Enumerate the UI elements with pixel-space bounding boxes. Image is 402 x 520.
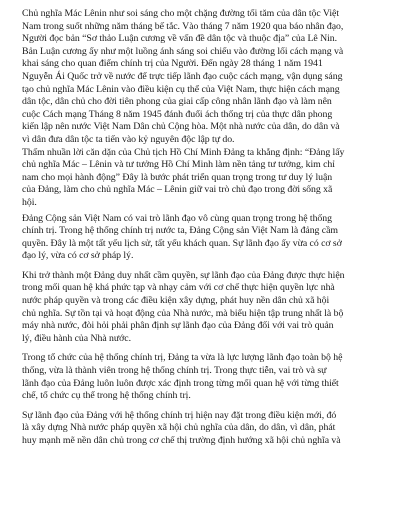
text-line: Chủ nghĩa Mác Lênin như soi sáng cho một chặng đường tối tăm của dân tộc Việt — [22, 8, 339, 19]
text-line: dân tộc, dân chủ cho đời tiên phong của giai cấp công nhân lãnh đạo và làm nên — [22, 96, 332, 108]
text-line: huy mạnh mẽ nền dân chủ trong cơ chế thị trường định hướng xã hội chủ nghĩa và — [22, 435, 341, 446]
text-line: Trong tổ chức của hệ thống chính trị, Đảng ta vừa là lực lượng lãnh đạo toàn bộ hệ — [22, 352, 343, 364]
text-line: là xây dựng Nhà nước pháp quyền xã hội chủ nghĩa của dân, do dân, vì dân, phát — [22, 422, 336, 434]
text-line: chính trị. Trong hệ thống chính trị nước ta, Đảng Cộng sản Việt Nam là đảng cầm — [22, 225, 338, 237]
text-line: của Đảng, làm cho chủ nghĩa Mác – Lênin giữ vai trò chủ đạo trong đời sống xã — [22, 184, 333, 196]
text-line: Người đọc bản “Sơ thảo Luận cương về vấn đề dân tộc và thuộc địa” của Lê Nin. — [22, 33, 338, 45]
document-page — [22, 8, 388, 448]
text-line: Thấm nhuần lời căn dặn của Chủ tịch Hồ Chí Minh Đảng ta khẳng định: “Đảng lấy — [22, 146, 345, 158]
text-line: lãnh đạo của Đảng luôn luôn được xác định trong từng mối quan hệ với từng thiết — [22, 377, 339, 389]
text-line: thống, vừa là thành viên trong hệ thống chính trị. Trong thực tiễn, vai trò và sự — [22, 365, 327, 377]
text-line: Sự lãnh đạo của Đảng với hệ thống chính trị hiện nay đặt trong điều kiện mới, đó — [22, 409, 337, 421]
paragraph-party-role — [22, 213, 388, 263]
paragraph-political-system — [22, 352, 388, 402]
text-line: Khi trở thành một Đảng duy nhất cầm quyền, sự lãnh đạo của Đảng được thực hiện — [22, 269, 345, 281]
text-line: nam cho mọi hành động” Đây là bước phát triển quan trọng trong tư duy lý luận — [22, 171, 333, 183]
text-line: Đảng Cộng sản Việt Nam có vai trò lãnh đạo vô cùng quan trọng trong hệ thống — [22, 212, 332, 224]
text-line: cuộc Cách mạng Tháng 8 năm 1945 đánh đuổi ách thống trị của thực dân phong — [22, 108, 333, 120]
text-line: kiến lập nên nước Việt Nam Dân chủ Cộng hòa. Một nhà nước của dân, do dân và — [22, 121, 340, 133]
text-line: Nam trong suốt những năm tháng bế tắc. Vào tháng 7 năm 1920 qua báo nhân đạo, — [22, 20, 344, 32]
text-line: lý, điều hành của Nhà nước. — [22, 332, 131, 344]
text-line: đạo lý, vừa có cơ sở pháp lý. — [22, 250, 134, 262]
paragraph-ruling-party — [22, 270, 388, 346]
text-line: chủ nghĩa Mác – Lênin và tư tưởng Hồ Chí Minh làm nền tảng tư tưởng, kim chỉ — [22, 159, 335, 171]
text-line: chủ nghĩa. Sự tồn tại và hoạt động của Nhà nước, mà biểu hiện tập trung nhất là bộ — [22, 307, 344, 319]
text-line: trong mối quan hệ khá phức tạp và nhạy cảm với cơ chế thực hiện quyền lực nhà — [22, 282, 335, 294]
text-line: máy nhà nước, đòi hỏi phải phân định sự lãnh đạo của Đảng đối với vai trò quản — [22, 320, 334, 332]
text-line: khai sáng cho quan điểm chính trị của Người. Đến ngày 28 tháng 1 năm 1941 — [22, 58, 323, 70]
paragraph-spacer — [22, 345, 388, 352]
paragraph-new-conditions — [22, 410, 388, 448]
paragraph-party-ideology — [22, 147, 388, 210]
text-line: quyền. Đây là một tất yếu lịch sử, tất yếu khách quan. Sự lãnh đạo ấy vừa có cơ sở — [22, 237, 342, 249]
text-line: Nguyễn Ái Quốc trở về nước để trực tiếp lãnh đạo cuộc cách mạng, vận dụng sáng — [22, 70, 343, 82]
text-line: chế, tổ chức cụ thể trong hệ thống chính trị. — [22, 390, 191, 402]
text-line: nước pháp quyền và trong các điều kiện xây dựng, phát huy nền dân chủ xã hội — [22, 295, 330, 307]
text-line: hội. — [22, 196, 37, 208]
text-line: tạo chủ nghĩa Mác Lênin vào điều kiện cụ thể của Việt Nam, thực hiện cách mạng — [22, 83, 340, 95]
paragraph-spacer — [22, 403, 388, 410]
paragraph-spacer — [22, 263, 388, 270]
text-line: Bản Luận cương ấy như một luồng ánh sáng soi chiếu vào đường lối cách mạng và — [22, 45, 344, 57]
text-line: vì dân đưa dân tộc ta tiến vào kỷ nguyên độc lập tự do. — [22, 133, 235, 145]
paragraph-marxism-leninism — [22, 8, 388, 147]
